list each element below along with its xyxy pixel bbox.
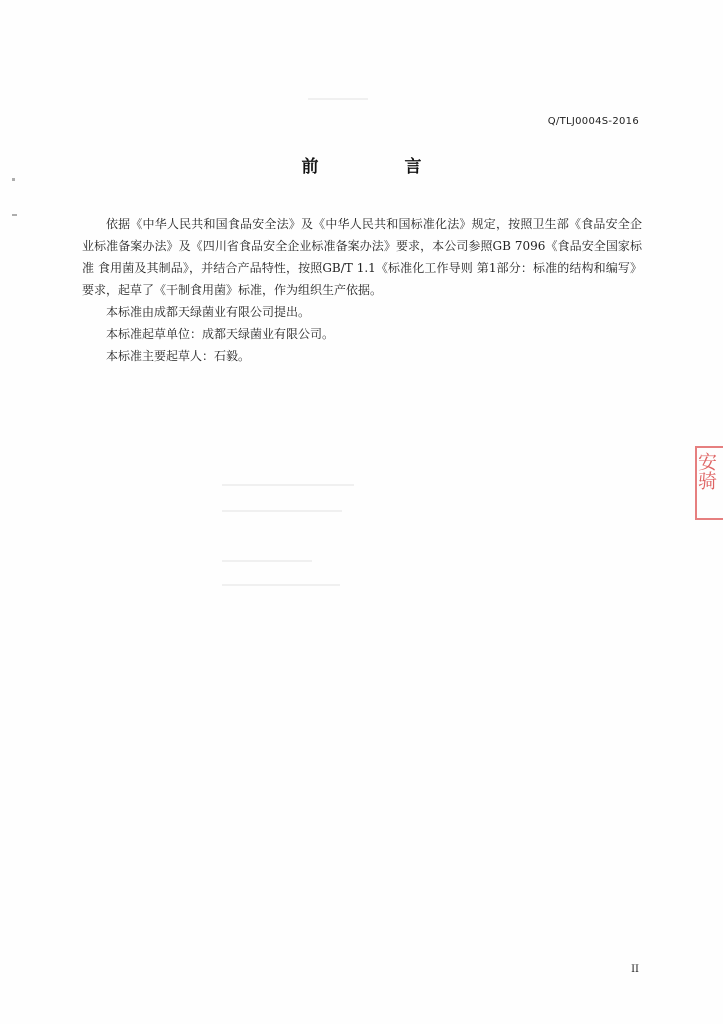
bleed-through-mark [222,510,342,512]
drafting-unit-paragraph: 本标准起草单位：成都天绿菌业有限公司。 [106,327,335,341]
page-number: II [631,964,639,975]
bleed-through-mark [222,484,354,486]
proposer-paragraph: 本标准由成都天绿菌业有限公司提出。 [106,305,311,319]
scan-mark [12,214,17,216]
drafter-paragraph: 本标准主要起草人：石毅。 [106,349,251,363]
seal-stamp [695,446,723,520]
stamp-text: 安骑 [695,452,717,490]
page-title: 前 言 [301,157,462,177]
scan-mark [12,178,15,181]
bleed-through-mark [308,98,368,100]
foreword-paragraph: 依据《中华人民共和国食品安全法》及《中华人民共和国标准化法》规定，按照卫生部《食品安全企业标准备案办法》及《四川省食品安全企业标准备案办法》要求，本公司参照GB 7096《食品安全国家标准 食用菌及其制品》，并结合产品特性，按照GB/T 1.1《标准化工作导则 第1部分：标准的结构和编写》要求，起草了《干制食用菌》标准，作为组织生产依据。 [82,217,642,297]
bleed-through-mark [222,584,340,586]
document-code: Q/TLJ0004S-2016 [547,116,639,127]
bleed-through-mark [222,560,312,562]
foreword-body [82,213,642,367]
